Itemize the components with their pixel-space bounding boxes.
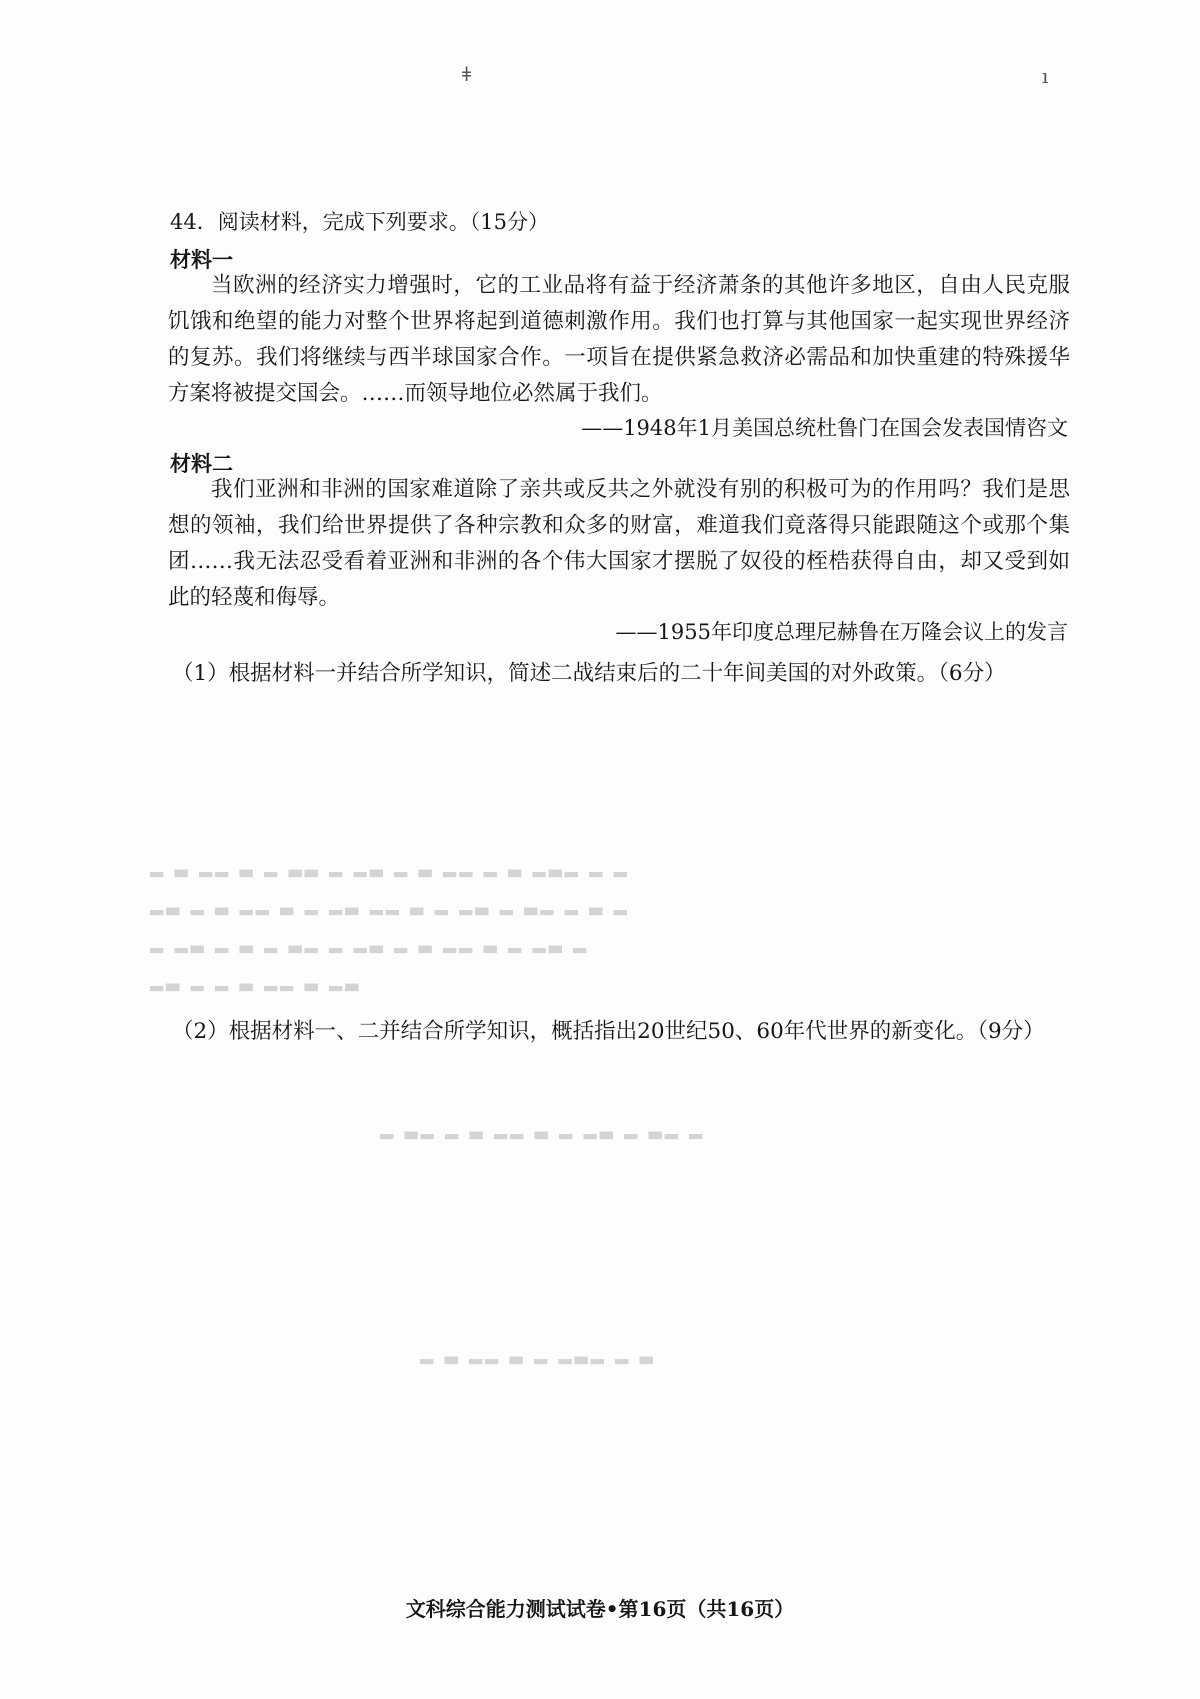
scan-mark-left: ǂ	[462, 62, 472, 86]
material-1-label: 材料一	[170, 247, 233, 272]
page-footer: 文科综合能力测试试卷•第16页（共16页）	[405, 1597, 795, 1621]
bleed-through-line: ▂▃ ▂ ▂ ▃ ▂▂ ▃ ▂▃	[150, 972, 362, 992]
material-1-text: 当欧洲的经济实力增强时，它的工业品将有益于经济萧条的其他许多地区，自由人民克服饥饿和绝望的能力对整个世界将起到道德刺激作用。我们也打算与其他国家一起实现世界经济的复苏。我们将继续与西半球国家合作。一项旨在提供紧急救济必需品和加快重建的特殊援华方案将被提交国会。……而领导地位必然属于我们。	[168, 273, 1070, 406]
material-2-source: ——1955年印度总理尼赫鲁在万隆会议上的发言	[615, 620, 1068, 644]
sub-question-2: （2）根据材料一、二并结合所学知识，概括指出20世纪50、60年代世界的新变化。（9分）	[172, 1019, 1045, 1044]
question-title: 44．阅读材料，完成下列要求。（15分）	[170, 210, 549, 234]
bleed-through-line: ▂ ▃ ▂▂ ▃ ▂ ▂▃▂ ▂ ▃	[420, 1345, 656, 1365]
scan-mark-right: ı	[1042, 64, 1049, 88]
bleed-through-line: ▂ ▃ ▂▂ ▃ ▂ ▃▃ ▂ ▂▃ ▂ ▃ ▂▂ ▂ ▃ ▂▃▂ ▂ ▂	[150, 858, 630, 878]
material-1-source: ——1948年1月美国总统杜鲁门在国会发表国情咨文	[581, 416, 1068, 440]
material-2-label: 材料二	[170, 451, 233, 476]
material-2-text: 我们亚洲和非洲的国家难道除了亲共或反共之外就没有别的积极可为的作用吗？我们是思想的领袖，我们给世界提供了各种宗教和众多的财富，难道我们竟落得只能跟随这个或那个集团……我无法忍受看着亚洲和非洲的各个伟大国家才摆脱了奴役的桎梏获得自由，却又受到如此的轻蔑和侮辱。	[168, 477, 1070, 610]
bleed-through-line: ▂ ▃▂ ▂ ▃ ▂▂ ▃ ▂ ▂▃ ▂ ▃▂ ▂	[380, 1120, 706, 1140]
sub-question-1: （1）根据材料一并结合所学知识，简述二战结束后的二十年间美国的对外政策。（6分）	[172, 661, 1006, 686]
bleed-through-line: ▂▃ ▂ ▃ ▂▂ ▃ ▂ ▂▃ ▂▂ ▃ ▂ ▂▃ ▂ ▃▂ ▂ ▃ ▂	[150, 896, 630, 916]
bleed-through-line: ▂ ▂▃ ▂ ▃ ▂ ▃▂ ▂ ▂▃ ▂ ▃ ▂▂ ▃ ▂ ▂▃ ▂	[150, 934, 590, 954]
